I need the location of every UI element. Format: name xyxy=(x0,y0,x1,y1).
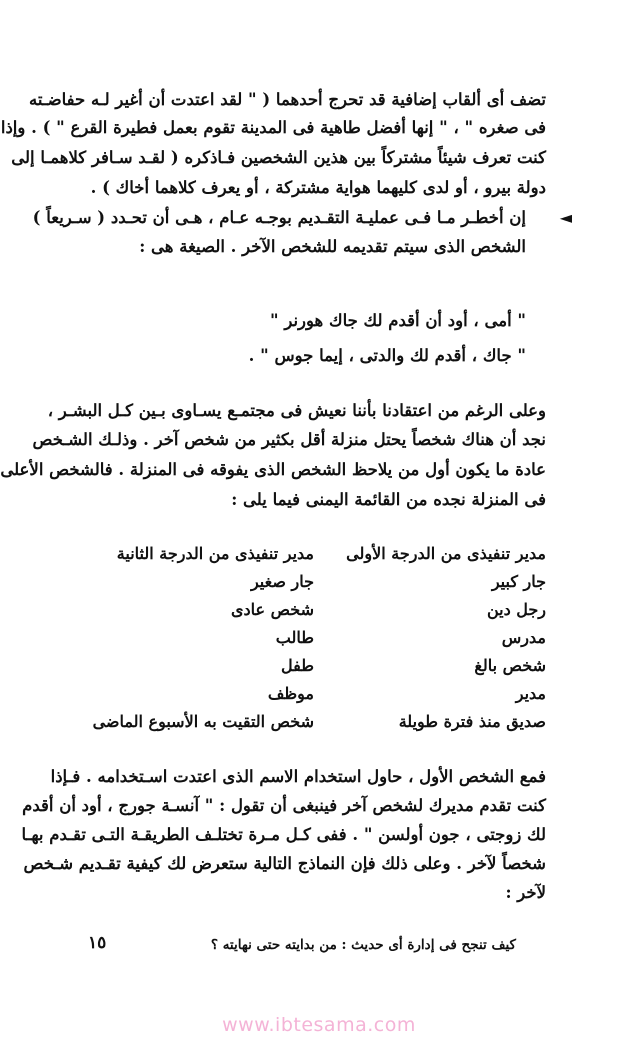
higher-rank-item: شخص بالغ xyxy=(474,656,546,675)
bullet-paragraph-line-1: إن أخطـر مـا فـى عمليـة التقـديم بوجـه عـام ، هـى أن تحـدد ( سـريعاً ) xyxy=(32,208,526,227)
paragraph-1-line-3: كنت تعرف شيئاً مشتركاً بين هذين الشخصين فـاذكره ( لقـد سـافر كلاهمـا إلى xyxy=(11,148,546,167)
paragraph-2-line-4: فى المنزلة نجده من القائمة اليمنى فيما يلى : xyxy=(231,490,546,509)
lower-rank-item: طفل xyxy=(281,656,314,675)
higher-rank-item: مدرس xyxy=(501,628,546,647)
lower-rank-item: مدير تنفيذى من الدرجة الثانية xyxy=(116,544,314,563)
lower-rank-item: شخص عادى xyxy=(231,600,314,619)
higher-rank-item: رجل دين xyxy=(486,600,546,619)
page-number: ١٥ xyxy=(88,933,107,953)
example-line-2: " جاك ، أقدم لك والدتى ، إيما جوس " . xyxy=(248,346,526,365)
paragraph-3-line-2: كنت تقدم مديرك لشخص آخر فينبغى أن تقول : " آنسـة جورج ، أود أن أقدم xyxy=(22,796,546,815)
paragraph-3-line-5: لآخر : xyxy=(505,883,546,902)
paragraph-2-line-2: نجد أن هناك شخصاً يحتل منزلة أقل بكثير من شخص آخر . وذلـك الشـخص xyxy=(32,430,546,449)
paragraph-3-line-1: فمع الشخص الأول ، حاول استخدام الاسم الذى اعتدت اسـتخدامه . فـإذا xyxy=(50,767,546,786)
paragraph-1-line-1: تضف أى ألقاب إضافية قد تحرج أحدهما ( " لقد اعتدت أن أغير لـه حفاضـته xyxy=(28,90,546,109)
example-line-1: " أمى ، أود أن أقدم لك جاك هورنر " xyxy=(270,311,526,330)
higher-rank-item: جار كبير xyxy=(491,572,546,591)
lower-rank-item: موظف xyxy=(267,684,314,703)
paragraph-1-line-4: دولة بيرو ، أو لدى كليهما هواية مشتركة ، أو يعرف كلاهما أخاك ) . xyxy=(90,178,546,197)
higher-rank-item: صديق منذ فترة طويلة xyxy=(398,712,546,731)
bullet-paragraph-line-2: الشخص الذى سيتم تقديمه للشخص الآخر . الصيغة هى : xyxy=(139,237,526,256)
higher-rank-item: مدير تنفيذى من الدرجة الأولى xyxy=(346,544,546,563)
watermark-url: www.ibtesama.com xyxy=(222,1014,416,1036)
running-footer-book-title: كيف تنجح فى إدارة أى حديث : من بدايته حتى نهايته ؟ xyxy=(210,937,516,953)
lower-rank-item: جار صغير xyxy=(250,572,314,591)
paragraph-1-line-2: فى صغره " ، " إنها أفضل طاهية فى المدينة تقوم بعمل فطيرة القرع " ) . وإذا xyxy=(0,118,546,137)
bullet-arrow-icon: ◄ xyxy=(559,208,572,227)
lower-rank-item: طالب xyxy=(275,628,314,647)
lower-rank-item: شخص التقيت به الأسبوع الماضى xyxy=(92,712,314,731)
paragraph-2-line-1: وعلى الرغم من اعتقادنا بأننا نعيش فى مجتمـع يسـاوى بـين كـل البشـر ، xyxy=(47,401,546,420)
paragraph-2-line-3: عادة ما يكون أول من يلاحظ الشخص الذى يفوقه فى المنزلة . فالشخص الأعلى xyxy=(0,460,546,479)
paragraph-3-line-3: لك زوجتى ، جون أولسن " . ففى كـل مـرة تختلـف الطريقـة التـى تقـدم بهـا xyxy=(21,825,546,844)
paragraph-3-line-4: شخصاً لآخر . وعلى ذلك فإن النماذج التالية ستعرض لك كيفية تقـديم شـخص xyxy=(23,854,546,873)
higher-rank-item: مدير xyxy=(515,684,546,703)
